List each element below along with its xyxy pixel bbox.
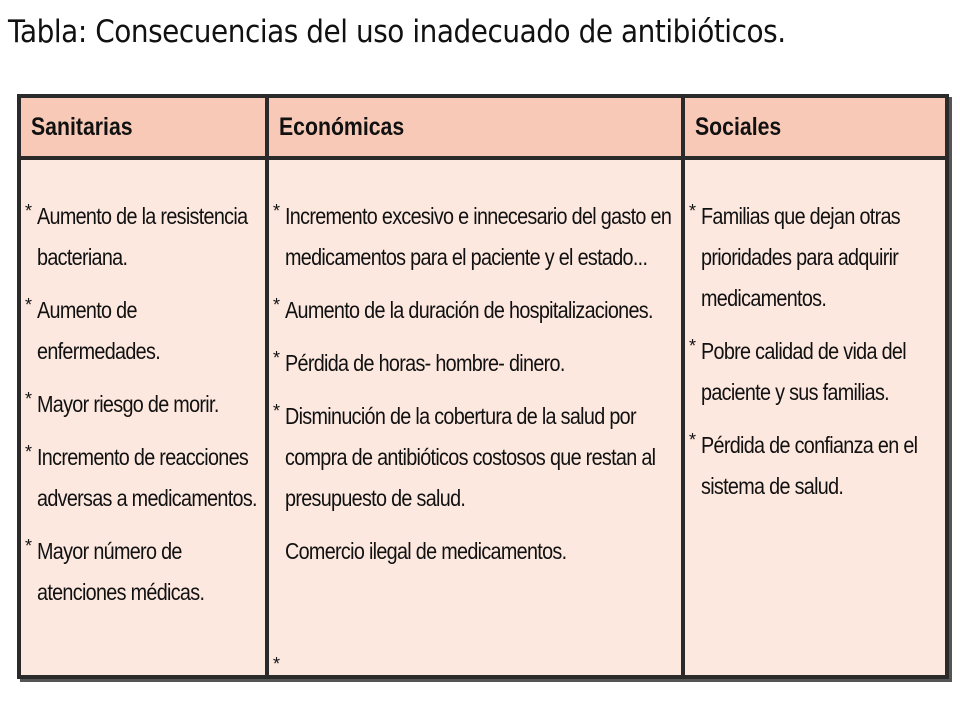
table-body-row <box>21 158 945 675</box>
bullet-star: * <box>25 201 32 221</box>
list-item: * Aumento de la resistencia bacteriana. <box>25 196 259 278</box>
bullet-star: * <box>689 430 696 450</box>
column-sociales <box>683 158 945 675</box>
list-item: * Pérdida de confianza en el sistema de salud. <box>689 425 939 507</box>
header-sanitarias: Sanitarias <box>21 98 267 158</box>
list-item: * Incremento excesivo e innecesario del gasto en medicamentos para el paciente y el estado... <box>273 196 675 278</box>
consequences-table <box>21 98 945 675</box>
sociales-list <box>689 196 939 507</box>
list-item: Comercio ilegal de medicamentos. <box>285 538 567 564</box>
list-item: * Mayor riesgo de morir. <box>25 384 259 425</box>
bullet-star: * <box>25 389 32 409</box>
bullet-star: * <box>25 442 32 462</box>
header-sociales: Sociales <box>683 98 945 158</box>
header-economicas: Económicas <box>267 98 683 158</box>
bullet-star: * <box>25 536 32 556</box>
economicas-list <box>273 196 675 572</box>
bullet-star: * <box>273 401 280 421</box>
consequences-table-frame <box>17 94 949 679</box>
column-sanitarias <box>21 158 267 675</box>
bullet-star: * <box>689 336 696 356</box>
table-header-row <box>21 98 945 158</box>
list-item: * Pobre calidad de vida del paciente y sus familias. <box>689 331 939 413</box>
bullet-star: * <box>25 295 32 315</box>
list-item: * Aumento de la duración de hospitalizaciones. <box>273 290 675 331</box>
list-item: * Familias que dejan otras prioridades para adquirir medicamentos. <box>689 196 939 319</box>
column-economicas <box>267 158 683 675</box>
sanitarias-list <box>25 196 259 613</box>
bullet-star: * <box>273 348 280 368</box>
list-item: * Incremento de reacciones adversas a medicamentos. <box>25 437 259 519</box>
list-item: * Aumento de enfermedades. <box>25 290 259 372</box>
list-item: * Pérdida de horas- hombre- dinero. <box>273 343 675 384</box>
bullet-star: * <box>273 295 280 315</box>
list-item: * Disminución de la cobertura de la salud por compra de antibióticos costosos que restan al presupuesto de salud. <box>273 396 675 519</box>
page-title: Tabla: Consecuencias del uso inadecuado de antibióticos. <box>8 14 786 50</box>
list-item: * Mayor número de atenciones médicas. <box>25 531 259 613</box>
trailing-bullet-star: * <box>273 654 281 674</box>
bullet-star: * <box>273 201 280 221</box>
bullet-star: * <box>689 201 696 221</box>
